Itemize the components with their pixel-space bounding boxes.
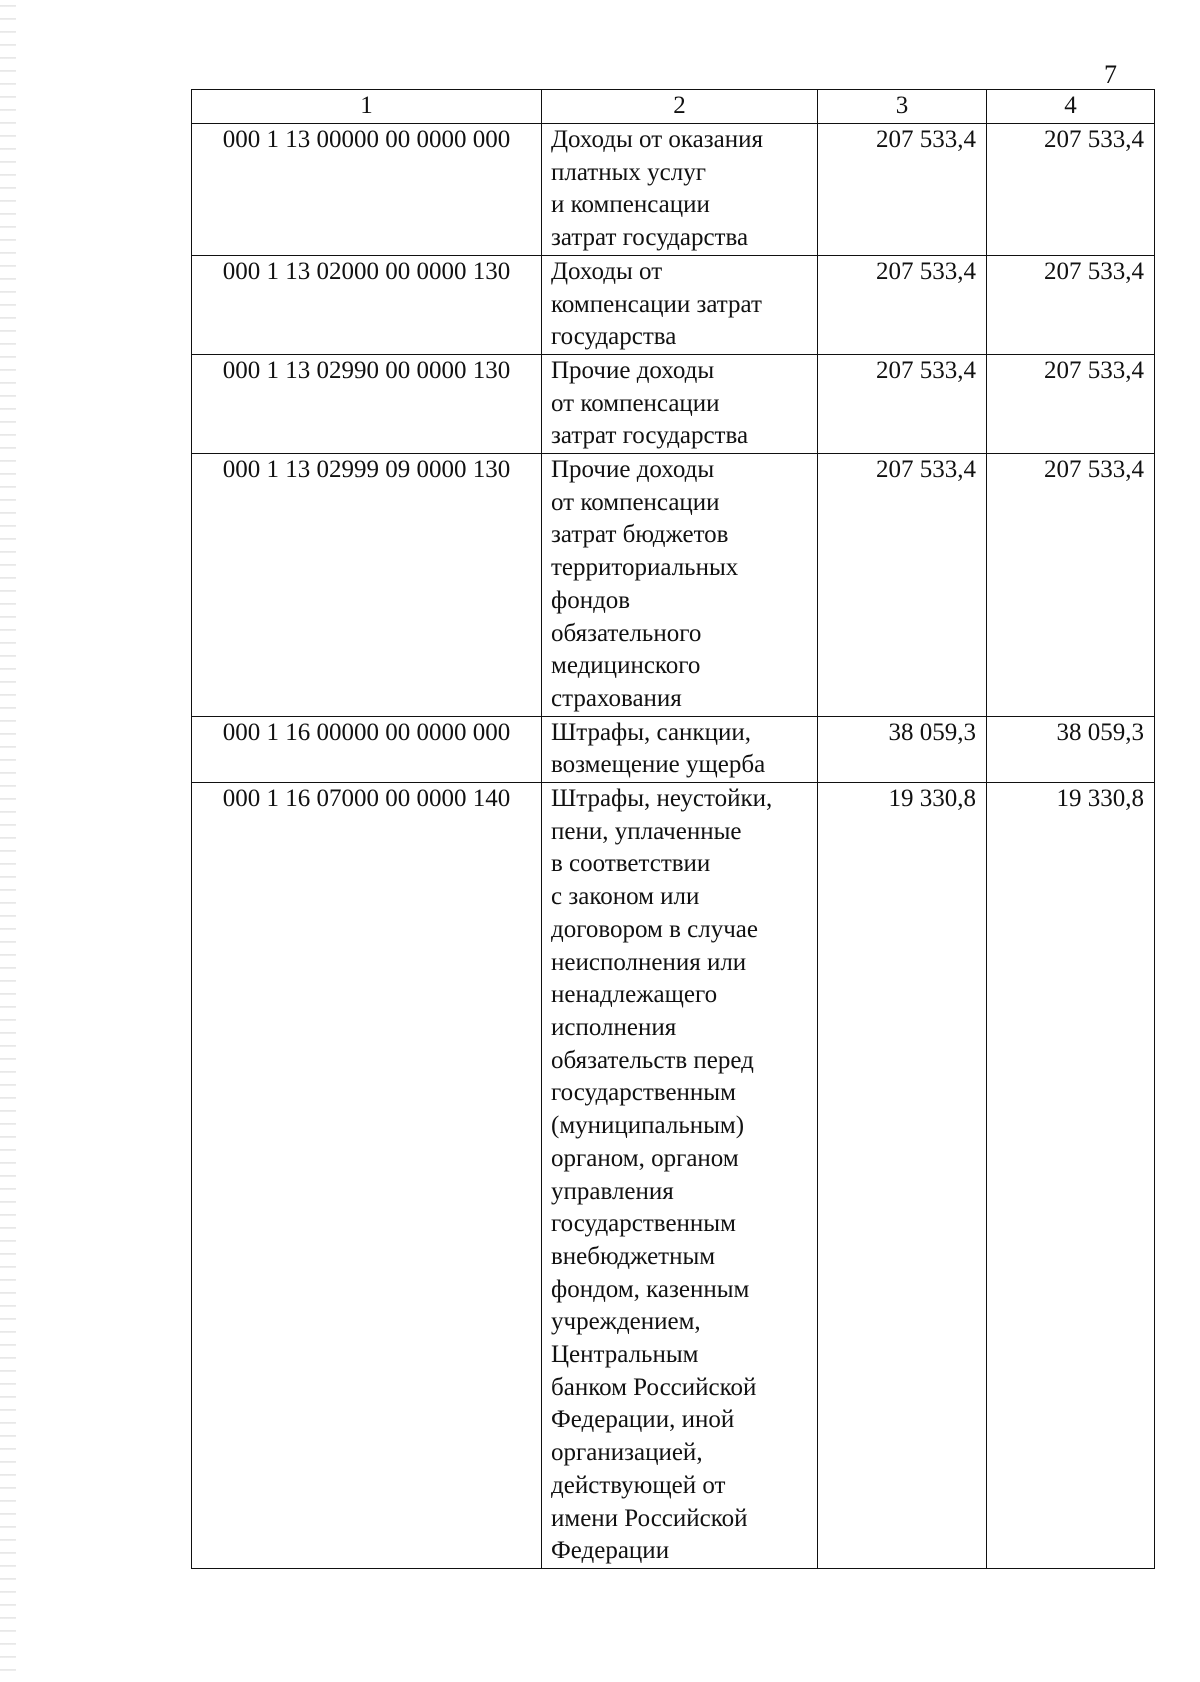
column-header-3: 3 [818, 90, 987, 124]
budget-revenue-table [191, 89, 1155, 1569]
amount-column-3-cell: 38 059,3 [818, 716, 987, 782]
amount-column-4-cell: 207 533,4 [987, 124, 1155, 256]
table-row [192, 255, 1155, 354]
page-number: 7 [1104, 60, 1117, 89]
table-row [192, 454, 1155, 717]
budget-code-cell: 000 1 16 07000 00 0000 140 [192, 783, 542, 1569]
amount-column-4-cell: 207 533,4 [987, 354, 1155, 453]
budget-code-cell: 000 1 13 02999 09 0000 130 [192, 454, 542, 717]
amount-column-3-cell: 207 533,4 [818, 124, 987, 256]
table-header-row [192, 90, 1155, 124]
table-row [192, 124, 1155, 256]
description-cell: Прочие доходы от компенсации затрат государства [542, 354, 818, 453]
description-cell: Прочие доходы от компенсации затрат бюджетов территориальных фондов обязательного медицинского страхования [542, 454, 818, 717]
amount-column-3-cell: 207 533,4 [818, 454, 987, 717]
description-cell: Доходы от компенсации затрат государства [542, 255, 818, 354]
budget-code-cell: 000 1 16 00000 00 0000 000 [192, 716, 542, 782]
description-cell: Штрафы, санкции, возмещение ущерба [542, 716, 818, 782]
amount-column-4-cell: 19 330,8 [987, 783, 1155, 1569]
budget-code-cell: 000 1 13 02000 00 0000 130 [192, 255, 542, 354]
table-row [192, 716, 1155, 782]
scan-edge-artifact [0, 0, 16, 1682]
table-row [192, 354, 1155, 453]
column-header-1: 1 [192, 90, 542, 124]
amount-column-4-cell: 38 059,3 [987, 716, 1155, 782]
amount-column-4-cell: 207 533,4 [987, 454, 1155, 717]
budget-code-cell: 000 1 13 02990 00 0000 130 [192, 354, 542, 453]
column-header-2: 2 [542, 90, 818, 124]
description-cell: Штрафы, неустойки, пени, уплаченные в соответствии с законом или договором в случае неисполнения или ненадлежащего исполнения обязательств перед государственным (муниципальным) органом, органом управления государственным внебюджетным фондом, казенным учреждением, Центральным банком Российской Федерации, иной организацией, действующей от имени Российской Федерации [542, 783, 818, 1569]
amount-column-3-cell: 207 533,4 [818, 255, 987, 354]
amount-column-3-cell: 207 533,4 [818, 354, 987, 453]
budget-code-cell: 000 1 13 00000 00 0000 000 [192, 124, 542, 256]
table-row [192, 783, 1155, 1569]
column-header-4: 4 [987, 90, 1155, 124]
description-cell: Доходы от оказания платных услуг и компенсации затрат государства [542, 124, 818, 256]
amount-column-3-cell: 19 330,8 [818, 783, 987, 1569]
amount-column-4-cell: 207 533,4 [987, 255, 1155, 354]
